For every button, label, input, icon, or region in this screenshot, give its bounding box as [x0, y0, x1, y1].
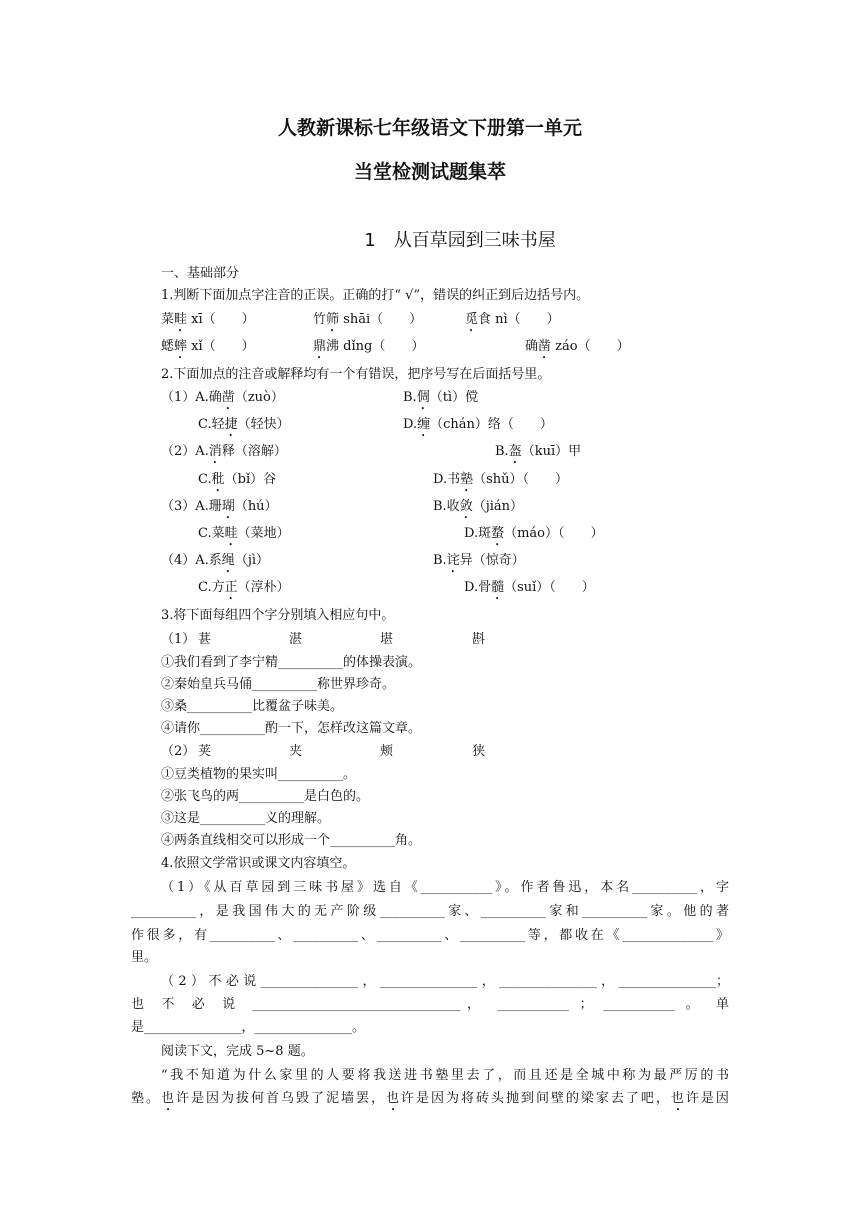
q1-item-3: 觅食 nì（ ）	[465, 312, 560, 327]
q4-p2-line1: （2）不必说_______________，_______________，_______________，_______________；	[161, 974, 729, 989]
q3-g2-sentence-4: ④两条直线相交可以形成一个__________角。	[161, 833, 422, 848]
q3-g1-char-4: 斟	[472, 632, 486, 647]
q3-g1-sentence-1: ①我们看到了李宁精__________的体操表演。	[161, 655, 422, 670]
q3-g2-sentence-2: ②张飞鸟的两__________是白色的。	[161, 789, 370, 804]
q2-g2-c: C.秕（bǐ）谷	[198, 472, 277, 487]
reading-line2: 塾。也许是因为拔何首乌毁了泥墙罢，也许是因为将砖头抛到间壁的梁家去了吧，也许是因	[131, 1091, 729, 1106]
q4-p1-line3: 作很多，有__________、__________、__________、__________等，都收在《______________》	[131, 928, 729, 943]
q3-g2-sentence-1: ①豆类植物的果实叫__________。	[161, 767, 357, 782]
q3-g1-char-3: 堪	[380, 632, 394, 647]
q1-item-2: 竹筛 shāi（ ）	[313, 312, 423, 327]
q3-g1-char-1: 葚	[198, 632, 212, 647]
q2-g4-c: C.方正（淳朴）	[198, 580, 290, 595]
q2-g4-a: （4）A.系绳（jì）	[161, 553, 270, 568]
document-title-line2: 当堂检测试题集萃	[353, 161, 506, 183]
q4-p2-line3: 是_______________，_______________。	[131, 1020, 366, 1035]
q3-g2-label: （2）	[161, 744, 196, 759]
q3-g1-sentence-2: ②秦始皇兵马俑__________称世界珍奇。	[161, 677, 396, 692]
q4-p2-line2: 也 不 必 说 ________________________________， ___________ ； ___________ 。 单	[131, 997, 729, 1012]
q2-prompt: 2.下面加点的注音或解释均有一个有错误，把序号写在后面括号里。	[161, 367, 551, 382]
q4-p1-line1: （1）《从百草园到三味书屋》选自《___________》。作者鲁迅，本名__________，字	[161, 880, 729, 895]
reading-intro: 阅读下文，完成 5~8 题。	[161, 1044, 314, 1059]
q2-g2-b: B.盔（kuī）甲	[495, 444, 582, 459]
q4-p1-line4: 里。	[131, 950, 158, 965]
q1-item-4: 蟋蟀 xǐ（ ）	[161, 339, 255, 354]
document-title-line1: 人教新课标七年级语文下册第一单元	[277, 117, 582, 139]
q2-g1-c: C.轻捷（轻快）	[198, 417, 290, 432]
q1-item-5: 鼎沸 dǐng（ ）	[313, 339, 425, 354]
q3-g1-sentence-3: ③桑__________比覆盆子味美。	[161, 699, 344, 714]
lesson-title: 1 从百草园到三味书屋	[364, 230, 556, 251]
q2-g3-c: C.菜畦（菜地）	[198, 526, 290, 541]
q3-g1-char-2: 湛	[289, 632, 303, 647]
q4-prompt: 4.依照文学常识或课文内容填空。	[161, 856, 356, 871]
q2-g3-b: B.收敛（jián）	[433, 499, 524, 514]
q2-g3-a: （3）A.珊瑚（hú）	[161, 499, 278, 514]
q3-g2-sentence-3: ③这是__________义的理解。	[161, 811, 331, 826]
q3-prompt: 3.将下面每组四个字分别填入相应句中。	[161, 608, 395, 623]
q2-g3-d: D.斑蝥（máo）（ ）	[464, 526, 604, 541]
q3-g1-label: （1）	[161, 632, 196, 647]
q1-item-1: 菜畦 xī（ ）	[161, 312, 255, 327]
reading-line1: “我不知道为什么家里的人要将我送进书塾里去了，而且还是全城中称为最严厉的书	[161, 1068, 729, 1083]
q2-g1-a: （1）A.确凿（zuò）	[161, 390, 284, 405]
q1-prompt: 1.判断下面加点字注音的正误。正确的打“ √”，错误的纠正到后边括号内。	[161, 288, 590, 303]
q1-item-6: 确凿 záo（ ）	[525, 339, 630, 354]
q3-g2-char-2: 夹	[289, 744, 303, 759]
q3-g2-char-4: 狭	[472, 744, 486, 759]
q3-g2-char-1: 荚	[198, 744, 212, 759]
q2-g4-d: D.骨髓（suǐ）（ ）	[464, 580, 595, 595]
q2-g2-d: D.书塾（shǔ）（ ）	[433, 472, 569, 487]
q2-g1-b: B.倜（tì）傥	[403, 390, 479, 405]
section-heading: 一、基础部分	[161, 266, 240, 281]
q3-g1-sentence-4: ④请你__________酌一下，怎样改这篇文章。	[161, 721, 422, 736]
q2-g1-d: D.缠（chán）络（ ）	[403, 417, 553, 432]
q4-p1-line2: __________，是我国伟大的无产阶级__________家、__________家和__________家。他的著	[131, 904, 729, 919]
q3-g2-char-3: 颊	[380, 744, 394, 759]
q2-g2-a: （2）A.消释（溶解）	[161, 444, 287, 459]
q2-g4-b: B.诧异（惊奇）	[433, 553, 525, 568]
